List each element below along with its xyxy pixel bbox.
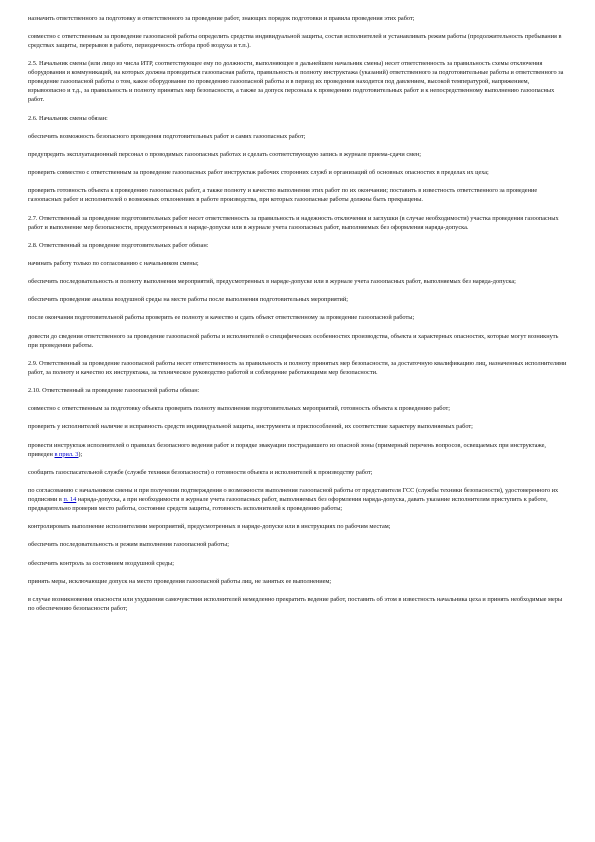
clause-2-8-heading: 2.8. Ответственный за проведение подготовительных работ обязан: — [28, 241, 209, 249]
paragraph-13: обеспечить проведение анализа воздушной среды на месте работы после выполнения подготовительных мероприятий; — [28, 296, 349, 304]
paragraph-7: проверить совместно с ответственным за проведение газоопасных работ инструктаж рабочих сторонних служб и организаций об основных опасностях в пределах их цеха; — [28, 169, 489, 177]
clause-2-5: 2.5. Начальник смены (или лицо из числа ИТР, соответствующее ему по должности, выполняющее в дальнейшем начальник смены) несет ответственность за правильность схемы отключения оборудования и коммуникаций, на которых должна проводиться газоопасная работа, правильность и полноту инструктажа (указаний) ответственного за подготовительные работы и ответственного за проведение газоопасной работы о том, какое оборудование по проведению газоопасной работы и в период их проведения находится под давлением, высокой температурой, напряжением, взрывоопасно и т.д., за правильность и полноту принятых мер безопасности, а также за допуск персонала к проведению подготовительных работ и к непосредственному выполнению газоопасных работ. — [28, 60, 564, 104]
paragraph-21: сообщить газоспасательной службе (службе техники безопасности) о готовности объекта и исполнителей к производству работ; — [28, 468, 373, 476]
paragraph-5: обеспечить возможность безопасного проведения подготовительных работ и самих газоопасных работ; — [28, 132, 306, 140]
paragraph-2: совместно с ответственным за проведение газоопасной работы определить средства индивидуальной защиты, состав исполнителей и устанавливать режим работы (продолжительность пребывания в средствах защиты, перерывов в работе, периодичность отбора проб воздуха и т.п.). — [28, 33, 562, 50]
clause-2-6-heading: 2.6. Начальник смены обязан: — [28, 114, 108, 122]
clause-2-10-heading: 2.10. Ответственный за проведение газоопасной работы обязан: — [28, 387, 200, 394]
paragraph-19: проверить у исполнителей наличие и исправность средств индивидуальной защиты, инструмента и приспособлений, их соответствие характеру выполняемых работ; — [28, 423, 473, 431]
clause-14-link[interactable]: п. 14 — [63, 495, 77, 503]
paragraph-23: контролировать выполнение исполнителями мероприятий, предусмотренных в наряде-допуске или в инструкциях по рабочим местам; — [28, 523, 391, 531]
paragraph-8: проверить готовность объекта к проведению газоопасных работ, а также полноту и качество выполнения этих работ по их окончании; поставить в известность ответственного за проведение газоопасных работ и исполнителей о возможных отклонениях в работе производства, при которых газоопасные работы должны быть прекращены. — [28, 187, 538, 204]
paragraph-15: довести до сведения ответственного за проведение газоопасной работы и исполнителей о специфических особенностях производства, объекта и характерных опасностях, которые могут возникнуть при проведении работы. — [28, 332, 559, 349]
paragraph-14: после окончания подготовительной работы проверить ее полноту и качество и сдать объект ответственному за проведение газоопасной работы; — [28, 314, 415, 322]
paragraph-24: обеспечить последовательность и режим выполнения газоопасной работы; — [28, 541, 229, 549]
paragraph-12: обеспечить последовательность и полноту выполнения мероприятий, предусмотренных в наряде-допуске или в журнале учета газоопасных работ, выполняемых без наряда-допуска; — [28, 278, 516, 286]
paragraph-27: в случае возникновения опасности или ухудшения самочувствия исполнителей немедленно прекратить ведение работ, поставить об этом в известность начальника цеха и принять необходимые меры по обеспечению безопасности работ; — [28, 595, 563, 612]
paragraph-20: провести инструктаж исполнителей о правилах безопасного ведения работ и порядке эвакуации пострадавшего из опасной зоны (примерный перечень вопросов, освещаемых при инструктаже, приведен в прил. 3); — [28, 441, 547, 458]
appendix-3-link[interactable]: в прил. 3 — [54, 450, 79, 458]
paragraph-11: начинать работу только по согласованию с начальником смены; — [28, 259, 199, 267]
paragraph-6: предупредить эксплуатационный персонал о проводимых газоопасных работах и сделать соответствующую запись в журнале приема-сдачи смен; — [28, 150, 422, 158]
paragraph-25: обеспечить контроль за состоянием воздушной среды; — [28, 559, 175, 567]
paragraph-26: принять меры, исключающие допуск на место проведения газоопасной работы лиц, не занятых ее выполнением; — [28, 577, 332, 585]
paragraph-22: по согласованию с начальником смены и при получении подтверждения о возможности выполнения газоопасной работы от представителя ГСС (службы техники безопасности), удостоверенного их подписями в п. 14 наряда-допуска, а при необходимости в журнале учета газоопасных работ, выполняемых без оформления наряда-допуска, давать указание исполнителям приступить к работе, предварительно проверив место работы, состояние средств защиты, готовность исполнителей к проведению работы; — [28, 486, 559, 512]
paragraph-18: совместно с ответственным за подготовку объекта проверить полноту выполнения подготовительных мероприятий, готовность объекта к проведению работ; — [28, 405, 451, 413]
clause-2-7: 2.7. Ответственный за проведение подготовительных работ несет ответственность за правильность и надежность отключения и заглушки (в случае необходимости) участка проведения газоопасных работ и выполнение мер безопасности, предусмотренных в наряде-допуске или в журнале учета газоопасных работ, выполняемых без оформления наряда-допуска. — [28, 214, 559, 231]
clause-2-9: 2.9. Ответственный за проведение газоопасной работы несет ответственность за правильность и полноту принятых мер безопасности, за достаточную квалификацию лиц, назначенных исполнителями работ, за полноту и качество их инструктажа, за техническое руководство работой и соблюдение работающими мер безопасности. — [28, 359, 567, 376]
paragraph-1: назначить ответственного за подготовку и ответственного за проведение работ, знающих порядок подготовки и правила проведения этих работ; — [28, 15, 415, 22]
